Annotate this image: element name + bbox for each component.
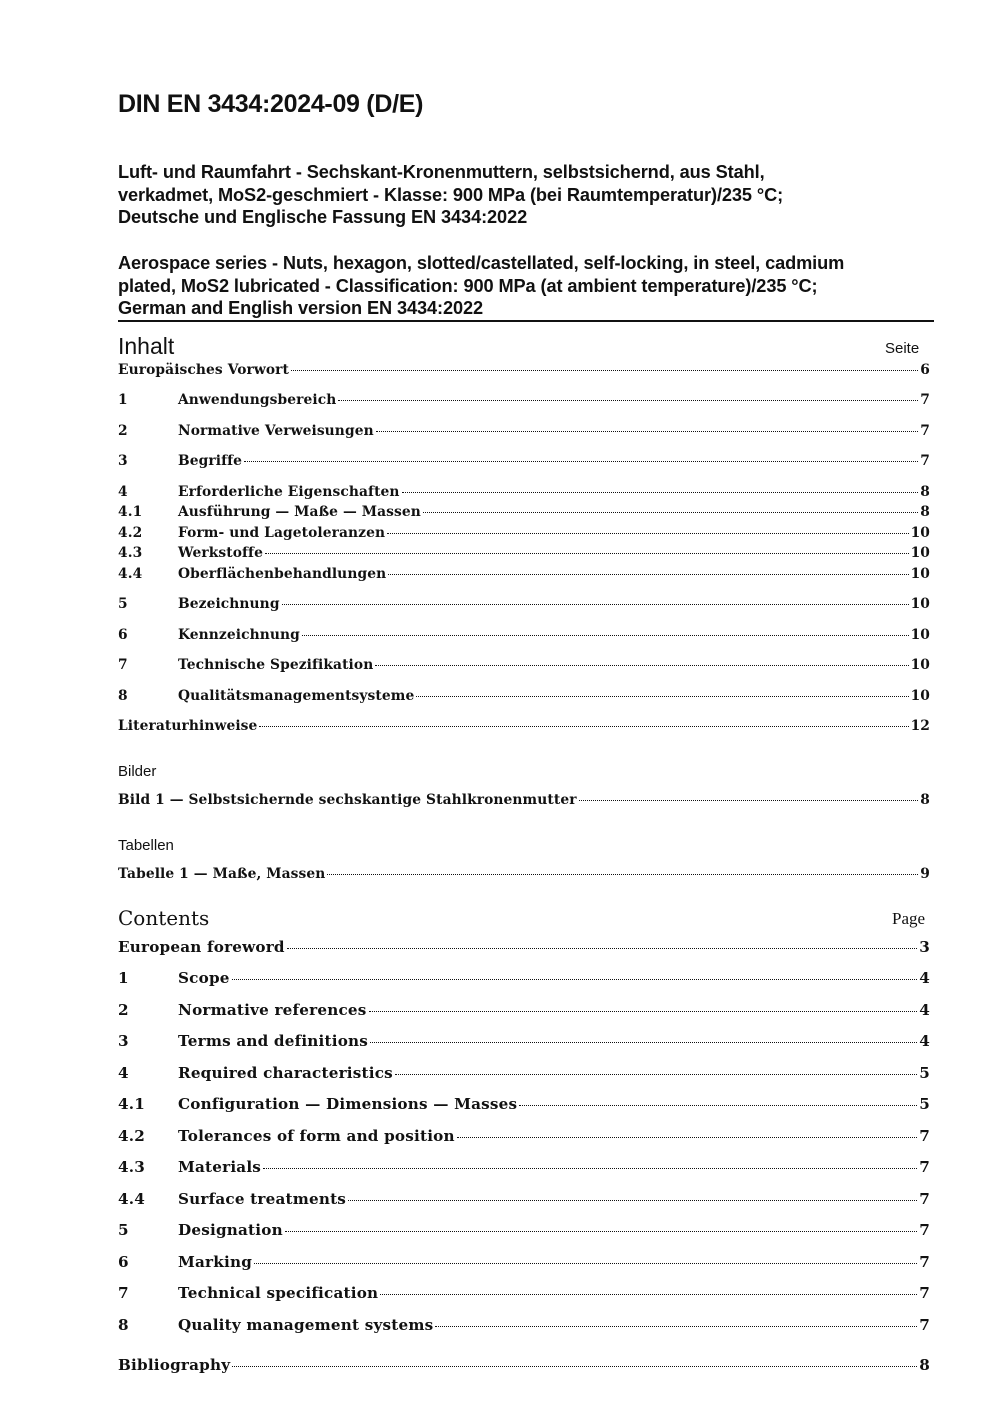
toc-entry-title: European foreword xyxy=(118,938,285,956)
dot-leader xyxy=(254,1263,917,1264)
toc-table-entry[interactable] xyxy=(118,866,930,886)
toc-entry-number: 3 xyxy=(118,453,128,469)
toc-entry-title: Anwendungsbereich xyxy=(178,392,337,408)
toc-entry-title: Tabelle 1 — Maße, Massen xyxy=(118,866,326,882)
toc-entry[interactable] xyxy=(118,1316,930,1336)
toc-entry-number: 2 xyxy=(118,423,128,439)
toc-entry-number: 2 xyxy=(118,1001,129,1019)
dot-leader xyxy=(291,370,918,371)
toc-entry-number: 4.1 xyxy=(118,504,143,520)
toc-entry[interactable] xyxy=(118,545,930,565)
toc-entry-page: 7 xyxy=(919,1253,930,1271)
toc-entry-title: Technical specification xyxy=(178,1284,379,1302)
toc-entry-number: 3 xyxy=(118,1032,129,1050)
german-title-line: verkadmet, MoS2-geschmiert - Klasse: 900 MPa (bei Raumtemperatur)/235 °C; xyxy=(118,184,784,205)
toc-en-page-label: Page xyxy=(892,909,926,928)
toc-entry[interactable] xyxy=(118,362,930,382)
toc-entry-title: Quality management systems xyxy=(178,1316,434,1334)
dot-leader xyxy=(388,574,908,575)
dot-leader xyxy=(457,1137,917,1138)
toc-entry[interactable] xyxy=(118,969,930,989)
tables-label: Tabellen xyxy=(118,837,174,854)
toc-entry-page: 7 xyxy=(920,423,930,439)
dot-leader xyxy=(287,948,917,949)
toc-entry-title: Literaturhinweise xyxy=(118,718,258,734)
toc-entry[interactable] xyxy=(118,423,930,443)
german-title xyxy=(118,161,938,229)
toc-entry-title: Oberflächenbehandlungen xyxy=(178,566,387,582)
toc-entry-number: 6 xyxy=(118,627,128,643)
dot-leader xyxy=(579,800,919,801)
toc-entry-number: 1 xyxy=(118,392,128,408)
toc-entry-title: Technische Spezifikation xyxy=(178,657,374,673)
toc-entry[interactable] xyxy=(118,566,930,586)
toc-entry-title: Materials xyxy=(178,1158,262,1176)
toc-entry-page: 7 xyxy=(919,1284,930,1302)
toc-entry-number: 4.4 xyxy=(118,1190,146,1208)
dot-leader xyxy=(376,431,919,432)
toc-de-page-label: Seite xyxy=(885,340,920,357)
english-title-line: Aerospace series - Nuts, hexagon, slotted/castellated, self-locking, in steel, cadmium xyxy=(118,253,845,273)
toc-entry-title: Qualitätsmanagementsysteme xyxy=(178,688,415,704)
toc-entry-title: Terms and definitions xyxy=(178,1032,369,1050)
toc-entry-page: 7 xyxy=(920,392,930,408)
toc-entry-page: 10 xyxy=(910,545,930,561)
english-title xyxy=(118,252,938,320)
toc-entry-number: 7 xyxy=(118,657,128,673)
dot-leader xyxy=(423,512,918,513)
toc-entry[interactable] xyxy=(118,1095,930,1115)
toc-entry-title: Erforderliche Eigenschaften xyxy=(178,484,400,500)
toc-entry-page: 4 xyxy=(919,1032,930,1050)
figures-label: Bilder xyxy=(118,763,157,780)
toc-entry[interactable] xyxy=(118,938,930,958)
toc-entry-title: Bezeichnung xyxy=(178,596,280,612)
toc-entry-number: 4.1 xyxy=(118,1095,146,1113)
toc-entry[interactable] xyxy=(118,1190,930,1210)
toc-entry-page: 10 xyxy=(910,688,930,704)
toc-entry-number: 1 xyxy=(118,969,129,987)
german-title-line: Deutsche und Englische Fassung EN 3434:2022 xyxy=(118,207,528,227)
german-title-line: Luft- und Raumfahrt - Sechskant-Kronenmuttern, selbstsichernd, aus Stahl, xyxy=(118,162,765,182)
toc-entry-page: 7 xyxy=(919,1221,930,1239)
dot-leader xyxy=(416,696,908,697)
toc-entry-title: Europäisches Vorwort xyxy=(118,362,290,378)
toc-entry-title: Scope xyxy=(178,969,230,987)
toc-entry-title: Designation xyxy=(178,1221,283,1239)
toc-entry-page: 9 xyxy=(920,866,930,882)
dot-leader xyxy=(395,1074,917,1075)
toc-entry-page: 7 xyxy=(919,1158,930,1176)
dot-leader xyxy=(282,604,909,605)
toc-entry[interactable] xyxy=(118,1032,930,1052)
toc-entry-page: 6 xyxy=(920,362,930,378)
toc-entry-number: 8 xyxy=(118,688,128,704)
toc-entry[interactable] xyxy=(118,453,930,473)
english-title-line: plated, MoS2 lubricated - Classification: 900 MPa (at ambient temperature)/235 °C; xyxy=(118,275,818,296)
toc-entry[interactable] xyxy=(118,1284,930,1304)
toc-entry[interactable] xyxy=(118,1221,930,1241)
toc-entry-title: Bild 1 — Selbstsichernde sechskantige Stahlkronenmutter xyxy=(118,792,577,808)
toc-entry-number: 4.2 xyxy=(118,525,143,541)
toc-entry-page: 10 xyxy=(910,657,930,673)
toc-entry-page: 10 xyxy=(910,566,930,582)
toc-entry-title: Surface treatments xyxy=(178,1190,347,1208)
toc-entry-page: 10 xyxy=(910,596,930,612)
toc-entry-title: Configuration — Dimensions — Masses xyxy=(178,1095,518,1113)
dot-leader xyxy=(380,1294,917,1295)
toc-entry[interactable] xyxy=(118,525,930,545)
toc-entry[interactable] xyxy=(118,627,930,647)
dot-leader xyxy=(375,665,908,666)
dot-leader xyxy=(327,874,918,875)
toc-entry[interactable] xyxy=(118,1253,930,1273)
toc-entry-title: Ausführung — Maße — Massen xyxy=(178,504,421,520)
toc-entry-title: Required characteristics xyxy=(178,1064,393,1082)
toc-entry[interactable] xyxy=(118,1356,930,1376)
toc-entry-page: 4 xyxy=(919,969,930,987)
toc-entry-number: 5 xyxy=(118,596,128,612)
dot-leader xyxy=(369,1011,918,1012)
toc-entry-page: 10 xyxy=(910,627,930,643)
dot-leader xyxy=(370,1042,917,1043)
toc-entry[interactable] xyxy=(118,392,930,412)
toc-entry-page: 8 xyxy=(920,792,930,808)
document-title: DIN EN 3434:2024-09 (D/E) xyxy=(118,90,424,118)
toc-entry-title: Marking xyxy=(178,1253,253,1271)
dot-leader xyxy=(285,1231,917,1232)
toc-entry-number: 4.3 xyxy=(118,1158,146,1176)
toc-entry[interactable] xyxy=(118,504,930,524)
toc-entry-number: 4.2 xyxy=(118,1127,146,1145)
toc-entry-page: 8 xyxy=(920,504,930,520)
toc-entry-page: 5 xyxy=(919,1095,930,1113)
toc-entry-page: 7 xyxy=(920,453,930,469)
dot-leader xyxy=(232,1366,917,1367)
toc-entry-page: 4 xyxy=(919,1001,930,1019)
toc-entry[interactable] xyxy=(118,1001,930,1021)
toc-entry-page: 12 xyxy=(910,718,930,734)
toc-entry-number: 6 xyxy=(118,1253,129,1271)
toc-entry-page: 8 xyxy=(920,484,930,500)
toc-de-heading: Inhalt xyxy=(118,333,175,359)
dot-leader xyxy=(348,1200,917,1201)
toc-entry-number: 7 xyxy=(118,1284,129,1302)
toc-entry-number: 8 xyxy=(118,1316,129,1334)
toc-entry[interactable] xyxy=(118,657,930,677)
toc-entry-page: 8 xyxy=(919,1356,930,1374)
dot-leader xyxy=(259,726,908,727)
dot-leader xyxy=(435,1326,917,1327)
toc-entry-title: Normative references xyxy=(178,1001,367,1019)
dot-leader xyxy=(244,461,918,462)
toc-entry-title: Kennzeichnung xyxy=(178,627,300,643)
toc-entry-title: Bibliography xyxy=(118,1356,231,1374)
toc-en-heading: Contents xyxy=(118,906,210,930)
toc-entry[interactable] xyxy=(118,718,930,738)
toc-entry[interactable] xyxy=(118,484,930,504)
toc-entry-number: 5 xyxy=(118,1221,129,1239)
toc-entry-page: 7 xyxy=(919,1190,930,1208)
toc-entry-page: 7 xyxy=(919,1127,930,1145)
toc-entry-title: Normative Verweisungen xyxy=(178,423,374,439)
toc-entry[interactable] xyxy=(118,688,930,708)
english-title-line: German and English version EN 3434:2022 xyxy=(118,298,484,318)
dot-leader xyxy=(402,492,919,493)
toc-entry-title: Werkstoffe xyxy=(178,545,263,561)
toc-entry-number: 4 xyxy=(118,484,128,500)
dot-leader xyxy=(338,400,918,401)
toc-entry-title: Tolerances of form and position xyxy=(178,1127,455,1145)
dot-leader xyxy=(263,1168,917,1169)
toc-entry-page: 5 xyxy=(919,1064,930,1082)
dot-leader xyxy=(265,553,909,554)
toc-entry-page: 10 xyxy=(910,525,930,541)
toc-entry-number: 4 xyxy=(118,1064,129,1082)
toc-entry[interactable] xyxy=(118,596,930,616)
toc-entry-page: 3 xyxy=(919,938,930,956)
toc-entry-title: Form- und Lagetoleranzen xyxy=(178,525,386,541)
dot-leader xyxy=(302,635,909,636)
toc-entry[interactable] xyxy=(118,1158,930,1178)
toc-entry[interactable] xyxy=(118,1127,930,1147)
toc-entry-title: Begriffe xyxy=(178,453,243,469)
dot-leader xyxy=(387,533,908,534)
title-divider xyxy=(118,320,934,322)
toc-entry-number: 4.3 xyxy=(118,545,143,561)
toc-entry-number: 4.4 xyxy=(118,566,143,582)
toc-entry[interactable] xyxy=(118,1064,930,1084)
toc-entry-page: 7 xyxy=(919,1316,930,1334)
dot-leader xyxy=(232,979,918,980)
toc-figure-entry[interactable] xyxy=(118,792,930,812)
dot-leader xyxy=(519,1105,917,1106)
